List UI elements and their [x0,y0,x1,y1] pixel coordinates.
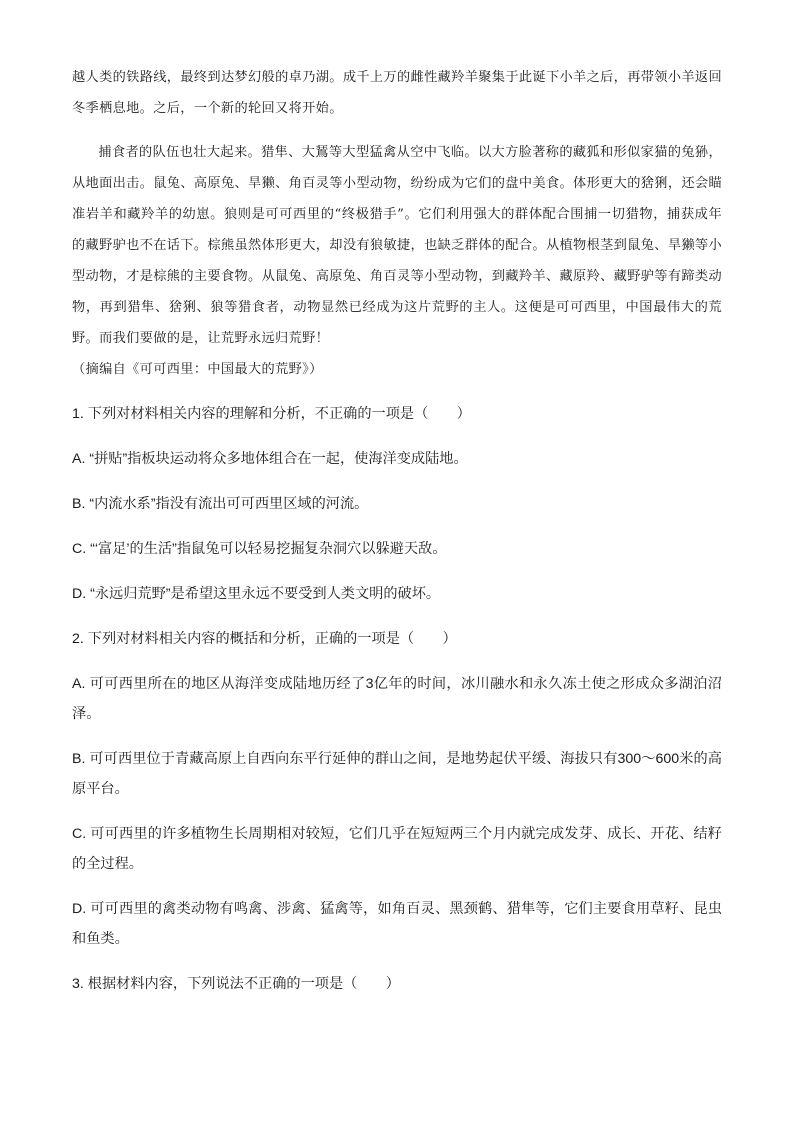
passage-paragraph: 越人类的铁路线，最终到达梦幻般的卓乃湖。成千上万的雌性藏羚羊聚集于此诞下小羊之后，再带领小羊返回冬季栖息地。之后，一个新的轮回又将开始。 [72,70,722,116]
question-list [72,399,722,999]
question-stem-1: 1. 下列对材料相关内容的理解和分析，不正确的一项是（ ） [72,406,471,422]
passage-source: （摘编自《可可西里：中国最大的荒野》） [72,362,323,377]
reading-passage [72,62,722,385]
question-stem-3: 3. 根据材料内容，下列说法不正确的一项是（ ） [72,976,400,992]
question-stem-2: 2. 下列对材料相关内容的概括和分析，正确的一项是（ ） [72,631,457,647]
question-1-option-a: A. “拼贴”指板块运动将众多地体组合在一起，使海洋变成陆地。 [72,451,468,467]
question-2-option-a: A. 可可西里所在的地区从海洋变成陆地历经了3亿年的时间，冰川融水和永久冻土使之形成众多湖泊沼泽。 [72,676,722,722]
question-1-option-b: B. “内流水系”指没有流出可可西里区域的河流。 [72,496,369,512]
question-1-option-c: C. “‘富足’的生活”指鼠兔可以轻易挖掘复杂洞穴以躲避天敌。 [72,541,447,557]
question-1-option-d: D. “永远归荒野”是希望这里永远不要受到人类文明的破坏。 [72,586,441,602]
question-2-option-d: D. 可可西里的禽类动物有鸣禽、涉禽、猛禽等，如角百灵、黑颈鹤、猎隼等，它们主要食用草籽、昆虫和鱼类。 [72,901,722,947]
question-2-option-c: C. 可可西里的许多植物生长周期相对较短，它们几乎在短短两三个月内就完成发芽、成长、开花、结籽的全过程。 [72,826,722,872]
passage-paragraph: 捕食者的队伍也壮大起来。猎隼、大鵟等大型猛禽从空中飞临。以大方脸著称的藏狐和形似家猫的兔狲，从地面出击。鼠兔、高原兔、旱獭、角百灵等小型动物，纷纷成为它们的盘中美食。体形更大的猞猁，还会瞄准岩羊和藏羚羊的幼崽。狼则是可可西里的“终极猎手”。它们利用强大的群体配合围捕一切猎物，捕获成年的藏野驴也不在话下。棕熊虽然体形更大，却没有狼敏捷，也缺乏群体的配合。从植物根茎到鼠兔、旱獭等小型动物，才是棕熊的主要食物。从鼠兔、高原兔、角百灵等小型动物，到藏羚羊、藏原羚、藏野驴等有蹄类动物，再到猎隼、猞猁、狼等猎食者，动物显然已经成为这片荒野的主人。这便是可可西里，中国最伟大的荒野。而我们要做的是，让荒野永远归荒野！ [72,145,722,346]
document-page [72,62,722,999]
question-2-option-b: B. 可可西里位于青藏高原上自西向东平行延伸的群山之间，是地势起伏平缓、海拔只有300～600米的高原平台。 [72,751,722,797]
